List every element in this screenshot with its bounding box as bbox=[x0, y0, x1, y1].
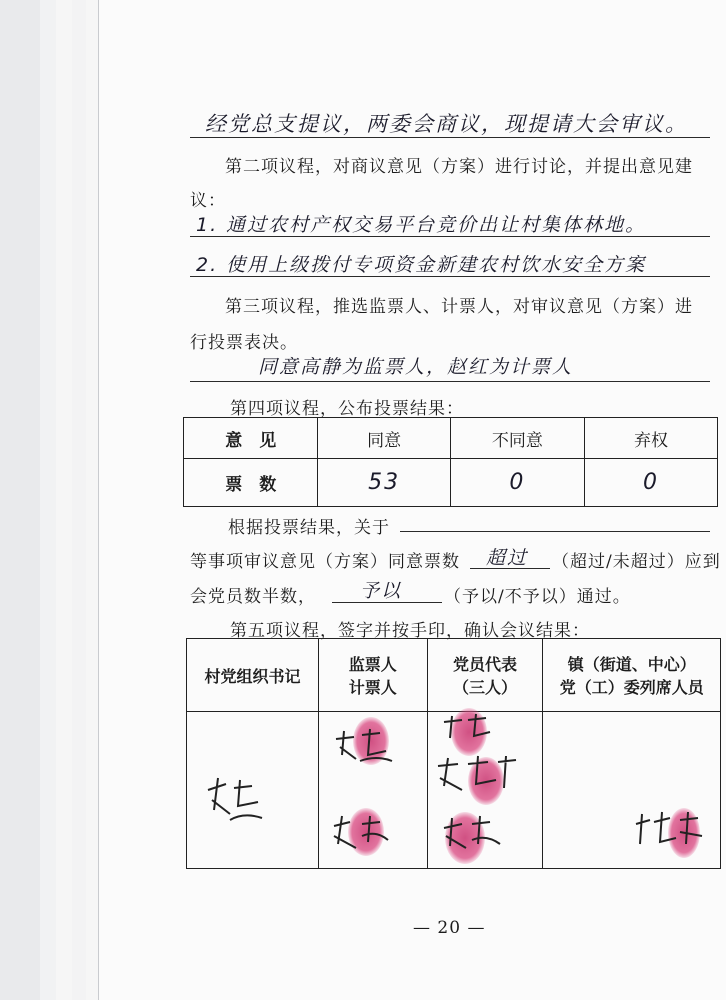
item5-text: 第五项议程，签字并按手印，确认会议结果： bbox=[230, 621, 590, 641]
vote-table bbox=[183, 417, 718, 507]
handwritten-tellers: 同意高静为监票人，赵红为计票人 bbox=[258, 356, 574, 378]
signature-rep-2 bbox=[432, 752, 522, 797]
page-number: — 20 — bbox=[413, 918, 486, 938]
handwritten-approve: 予以 bbox=[360, 580, 403, 602]
header-tellers: 监票人 计票人 bbox=[318, 639, 427, 712]
item2-text: 第二项议程，对商议意见（方案）进行讨论，并提出意见建 bbox=[225, 157, 693, 177]
underline bbox=[332, 602, 442, 603]
underline bbox=[190, 381, 710, 382]
header-party-reps: 党员代表 （三人） bbox=[427, 639, 543, 712]
result-text-3a: 会党员数半数， bbox=[190, 587, 316, 607]
header-opinion: 意 见 bbox=[184, 418, 318, 459]
item3-text-cont: 行投票表决。 bbox=[190, 333, 298, 353]
underline bbox=[470, 568, 550, 569]
item4-text: 第四项议程，公布投票结果： bbox=[230, 399, 464, 419]
item3-text: 第三项议程，推选监票人、计票人，对审议意见（方案）进 bbox=[225, 297, 693, 317]
signature-rep-3 bbox=[438, 812, 508, 857]
header-town-committee: 镇（街道、中心） 党（工）委列席人员 bbox=[543, 639, 721, 712]
header-abstain: 弃权 bbox=[584, 418, 717, 459]
signature-teller-1 bbox=[330, 725, 400, 770]
underline bbox=[190, 276, 710, 277]
result-text-2a: 等事项审议意见（方案）同意票数 bbox=[190, 552, 460, 572]
result-text-2b: （超过/未超过）应到 bbox=[552, 552, 721, 572]
votes-disagree: 0 bbox=[450, 459, 584, 507]
handwritten-exceed: 超过 bbox=[486, 547, 529, 569]
handwritten-opinion-2: 2. 使用上级拨付专项资金新建农村饮水安全方案 bbox=[196, 254, 647, 276]
header-disagree: 不同意 bbox=[450, 418, 584, 459]
underline bbox=[400, 531, 710, 532]
underline bbox=[190, 137, 710, 138]
result-text: 根据投票结果，关于 bbox=[228, 518, 390, 538]
underline bbox=[190, 236, 710, 237]
item2-text-cont: 议： bbox=[190, 191, 226, 211]
header-village-secretary: 村党组织书记 bbox=[187, 639, 319, 712]
signature-secretary bbox=[200, 770, 270, 830]
signature-town bbox=[630, 808, 710, 853]
votes-abstain: 0 bbox=[584, 459, 717, 507]
handwritten-opinion-1: 1. 通过农村产权交易平台竞价出让村集体林地。 bbox=[196, 214, 647, 236]
votes-agree: 53 bbox=[318, 459, 450, 507]
signature-teller-2 bbox=[328, 810, 398, 855]
header-agree: 同意 bbox=[318, 418, 450, 459]
result-text-3b: （予以/不予以）通过。 bbox=[444, 587, 631, 607]
signature-rep-1 bbox=[438, 712, 498, 747]
row-label-votes: 票 数 bbox=[184, 459, 318, 507]
handwritten-proposal: 经党总支提议，两委会商议，现提请大会审议。 bbox=[205, 112, 688, 136]
